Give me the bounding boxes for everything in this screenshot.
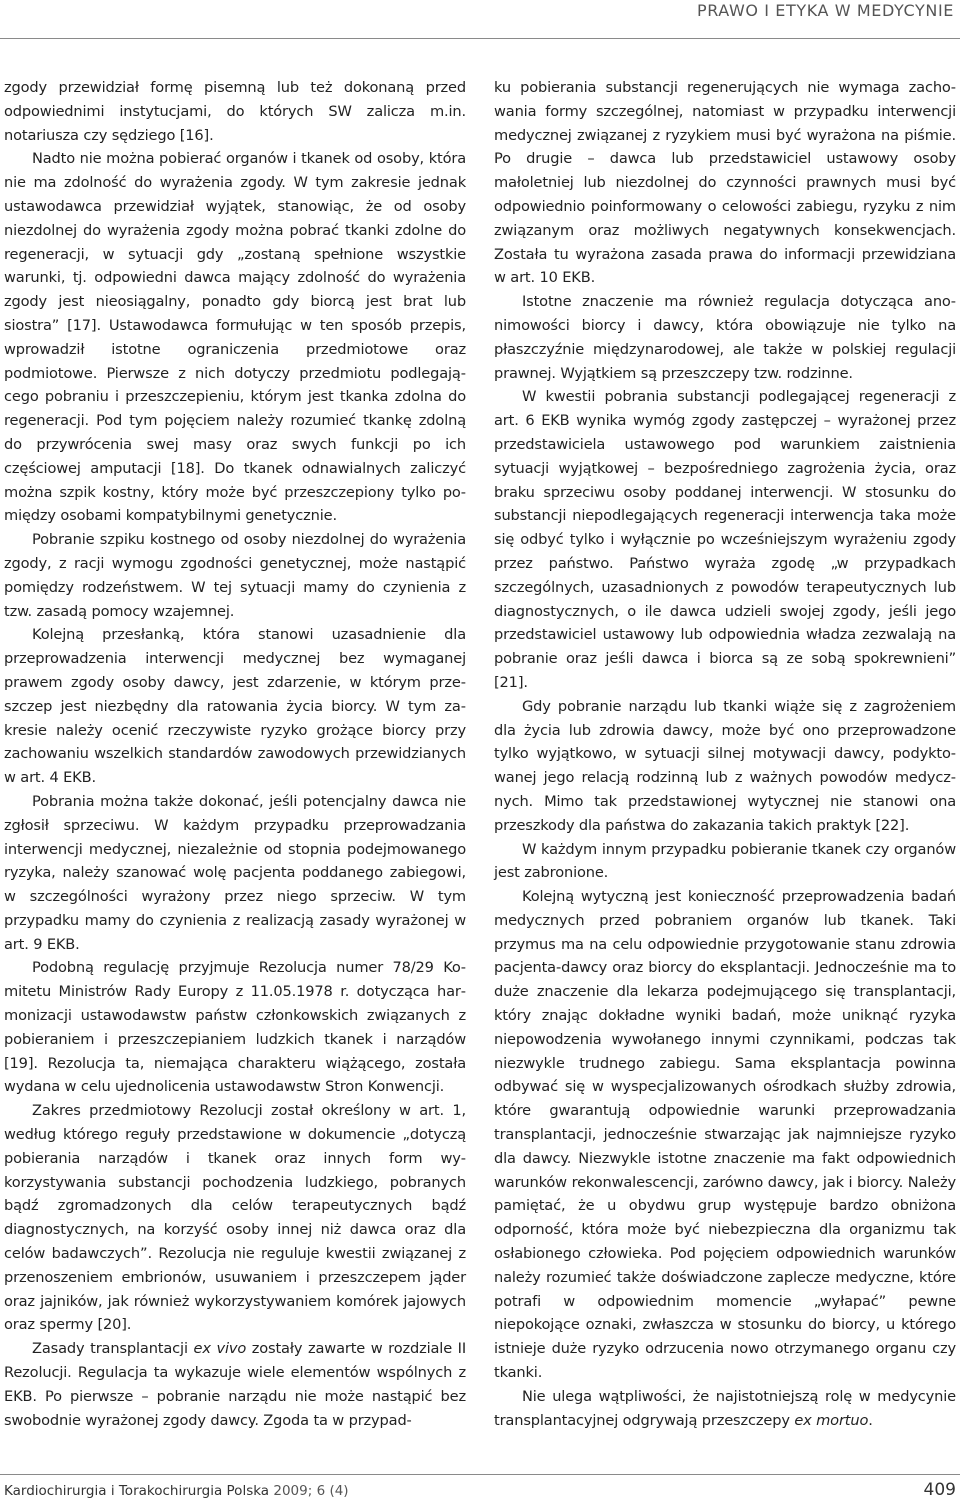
paragraph: Pobranie szpiku kostnego od osoby niezdolnej do wyrażenia zgody, z racji wymogu zgodności genetycznej, może nastąpić pomiędzy rodzeństwem. W tej sytuacji mamy do czynienia z tzw. zasadą pomocy wzajemnej. [4,531,466,620]
footer-journal [4,1478,349,1504]
paragraph: W kwestii pobrania substancji podlegającej regeneracji z art. 6 EKB wynika wymóg zgody zastępczej – wyrażonej przez przedstawiciela ustawowego pod warunkiem zaistnienia sytuacji wyjątkowej – bezpośredniego zagrożenia życia, oraz braku sprzeciwu osoby poddanej interwencji. W stosunku do substancji niepodlegających regeneracji interwencja taka może się odbyć tylko i wyłącznie po wcześniejszym wyrażeniu zgody przez państwo. Państwo wyraża zgodę „w przypadkach szczególnych, uzasadnionych z powodów terapeutycznych lub diagnostycznych, o ile dawca udzieli swojej zgody, jeśli jego przedstawiciel ustawowy lub odpowiednia władza zezwalają na pobranie oraz jeśli dawca i biorca są ze sobą spokrewnieni” [21]. [494,388,956,691]
paragraph: Kolejną wytyczną jest konieczność przeprowadzenia badań medycznych przed pobraniem organów lub tkanek. Taki przymus ma na celu odpowiednie przygotowanie stanu zdrowia pacjenta-dawcy oraz biorcy do eksplantacji. Jednocześnie ma to duże znaczenie dla lekarza podejmującego się transplantacji, który znając dokładne wyniki badań, może uniknąć ryzyka niepowodzenia wywołanego innymi czynnikami, podczas tak niezwykle trudnego zabiegu. Sama eksplantacja powinna odbywać się w wyspecjalizowanych ośrodkach służby zdrowia, które gwarantują odpowiednie warunki przeprowadzania transplantacji, jednocześnie stwarzając jak najmniejsze ryzyko dla dawcy. Niezwykle istotne znaczenie ma fakt odpowiednich warunków rekonwalescencji, zarówno dawcy, jak i biorcy. Należy pamiętać, że u obydwu grup występuje bardzo obniżona odporność, która może być niebezpieczna dla organizmu tak osłabionego człowieka. Pod pojęciem odpowiednich warunków należy rozumieć także doświadczone zaplecze medyczne, które potrafi w odpowiednim momencie „wyłapać” pewne niepokojące oznaki, zwłaszcza w stosunku do biorcy, u którego istnieje duże ryzyko odrzucenia nowo otrzymanego organu czy tkanki. [494,888,956,1382]
running-head: PRAWO I ETYKA W MEDYCYNIE [696,1,954,20]
paragraph: Podobną regulację przyjmuje Rezolucja numer 78/29 Komitetu Ministrów Rady Europy z 11.05.1978 r. dotycząca harmonizacji ustawodawstw państw członkowskich związanych z pobieraniem i przeszczepianiem ludzkich tkanek i narządów [19]. Rezolucja ta, niemająca charakteru wiążącego, została wydana w celu ujednolicenia ustawodawstw Stron Konwencji. [4,959,466,1096]
paragraph: Pobrania można także dokonać, jeśli potencjalny dawca nie zgłosił sprzeciwu. W każdym przypadku przeprowadzania interwencji medycznej, niezależnie od stopnia podejmowanego ryzyka, należy szanować wolę pacjenta poddanego zabiegowi, w szczególności wyrażony przez niego sprzeciw. W tym przypadku mamy do czynienia z realizacją zasady wyrażonej w art. 9 EKB. [4,792,466,953]
paragraph: ku pobierania substancji regenerujących nie wymaga zachowania formy szczególnej, natomiast w przypadku interwencji medycznej związanej z ryzykiem musi być wyrażona na piśmie. Po drugie – dawca lub przedstawiciel ustawowy osoby małoletniej lub niezdolnej do czynności prawnych musi być odpowiednio poinformowany o celowości zabiegu, ryzyku z nim związanym oraz możliwych negatywnych konsekwencjach. Została tu wyrażona zasada prawa do informacji przewidziana w art. 10 EKB. [494,79,956,287]
paragraph: Gdy pobranie narządu lub tkanki wiąże się z zagrożeniem dla życia lub zdrowia dawcy, może być ono przeprowadzone tylko wyjątkowo, w sytuacji silnej motywacji dawcy, podyktowanej jego relacją rodzinną lub z ważnych powodów medycznych. Mimo tak przedstawionej wytycznej nie stanowi ona przeszkody dla państwa do zakazania takich praktyk [22]. [494,697,956,834]
paragraph: Nie ulega wątpliwości, że najistotniejszą rolę w medycynie transplantacyjnej odgrywają przeszczepy ex mortuo. [494,1387,956,1429]
page-number: 409 [923,1480,956,1500]
header-rule [0,38,960,39]
paragraph: Istotne znaczenie ma również regulacja dotycząca anonimowości biorcy i dawcy, która obowiązuje nie tylko na płaszczyźnie międzynarodowej, ale także w polskiej regulacji prawnej. Wyjątkiem są przeszczepy tzw. rodzinne. [494,293,956,382]
paragraph: Zasady transplantacji ex vivo zostały zawarte w rozdziale II Rezolucji. Regulacja ta wykazuje wiele elementów wspólnych z EKB. Po pierwsze – pobranie narządu nie może nastąpić bez swobodnie wyrażonej zgody dawcy. Zgoda ta w przypad- [4,1340,466,1429]
italic-term: ex vivo [193,1340,247,1358]
right-column [494,76,956,1432]
paragraph: zgody przewidział formę pisemną lub też dokonaną przed odpowiednimi instytucjami, do których SW zalicza m.in. notariusza czy sędziego [16]. [4,79,466,144]
paragraph: Zakres przedmiotowy Rezolucji został określony w art. 1, według którego reguły przedstawione w dokumencie „dotyczą pobierania narządów i tkanek oraz innych form wykorzystywania substancji pochodzenia ludzkiego, pobranych bądź zgromadzonych dla celów terapeutycznych bądź diagnostycznych, na korzyść osoby innej niż dawca oraz dla celów badawczych”. Rezolucja nie reguluje kwestii związanej z przenoszeniem embrionów, usuwaniem i przeszczepem jąder oraz jajników, jak również wykorzystywaniem komórek jajowych oraz spermy [20]. [4,1102,466,1334]
footer-rule [0,1474,960,1475]
paragraph: Nadto nie można pobierać organów i tkanek od osoby, która nie ma zdolność do wyrażenia zgody. W tym zakresie jednak ustawodawca przewidział wyjątek, stanowiąc, że od osoby niezdolnej do wyrażenia zgody można pobrać tkanki zdolne do regeneracji, w sytuacji gdy „zostaną spełnione wszystkie warunki, tj. odpowiedni dawca mający zdolność do wyrażenia zgody jest nieosiągalny, ponadto gdy biorcą jest brat lub siostra” [17]. Ustawodawca formułując w ten sposób przepis, wprowadził istotne ograniczenia przedmiotowe oraz podmiotowe. Pierwsze z nich dotyczy przedmiotu podlegającego pobraniu i przeszczepieniu, którym jest tkanka zdolna do regeneracji. Pod tym pojęciem należy rozumieć tkankę zdolną do przywrócenia swej masy oraz swych funkcji po ich częściowej amputacji [18]. Do tkanek odnawialnych zaliczyć można szpik kostny, który może być przeszczepiony tylko pomiędzy osobami kompatybilnymi genetycznie. [4,150,466,525]
journal-volume: 2009; 6 (4) [273,1483,349,1499]
left-column [4,76,466,1432]
italic-term: ex mortuo [794,1411,869,1429]
paragraph: Kolejną przesłanką, która stanowi uzasadnienie dla przeprowadzenia interwencji medycznej bez wymaganej prawem zgody osoby dawcy, jest zdarzenie, w którym przeszczep jest niezbędny dla ratowania życia biorcy. W tym zakresie należy ocenić rzeczywiste ryzyko grożące biorcy przy zachowaniu wszelkich standardów zawodowych przewidzianych w art. 4 EKB. [4,626,466,787]
journal-title: Kardiochirurgia i Torakochirurgia Polska [4,1483,270,1499]
paragraph: W każdym innym przypadku pobieranie tkanek czy organów jest zabronione. [494,840,956,882]
